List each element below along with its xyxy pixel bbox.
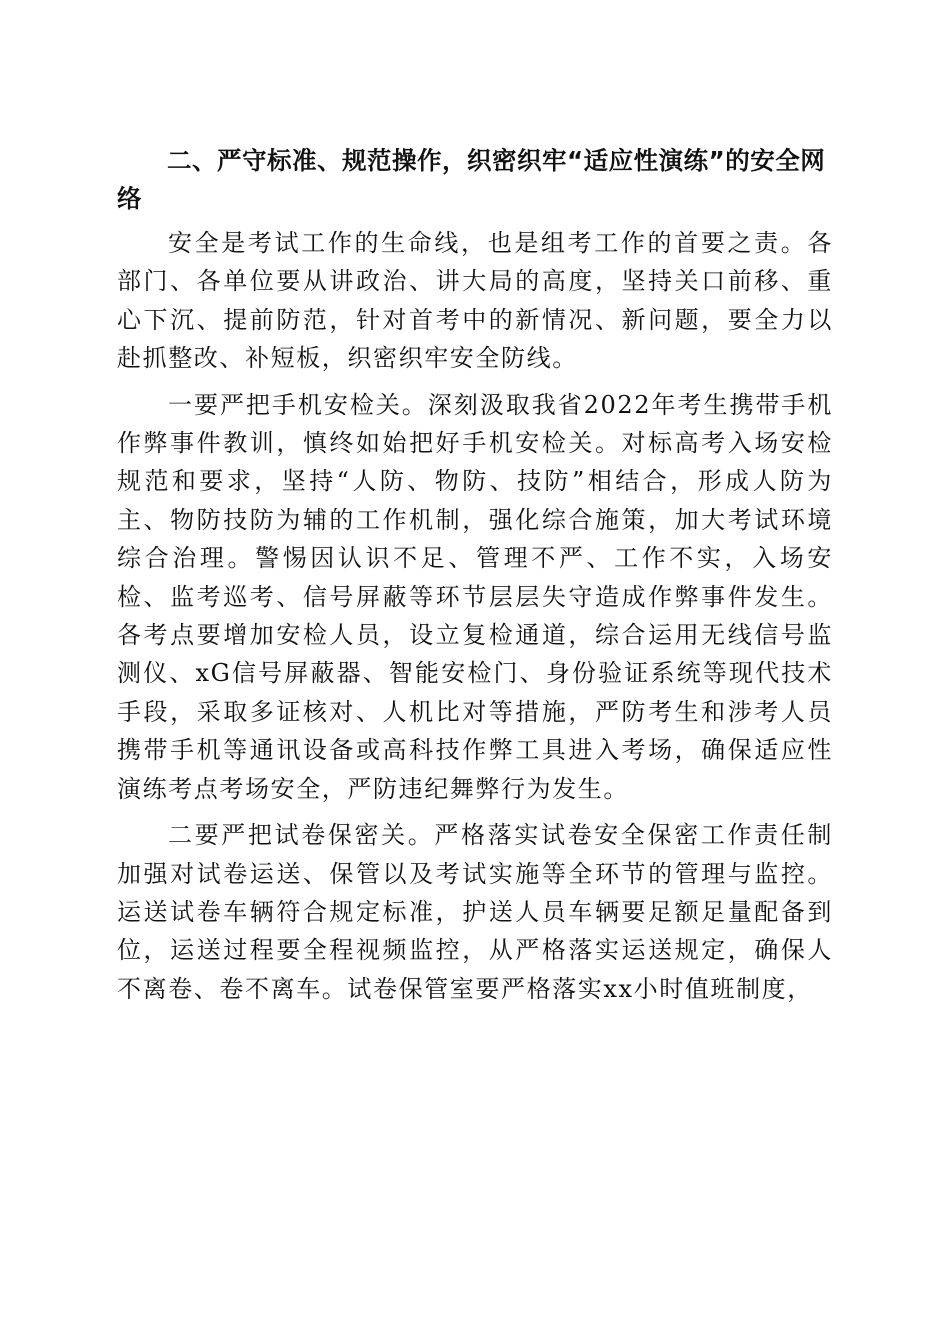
- paragraph-paper-confidentiality: 二要严把试卷保密关。严格落实试卷安全保密工作责任制加强对试卷运送、保管以及考试实施等全环节的管理与监控。运送试卷车辆符合规定标准，护送人员车辆要足额足量配备到位，运送过程要全程视频监控，从严格落实运送规定，确保人不离卷、卷不离车。试卷保管室要严格落实xx小时值班制度，: [117, 821, 833, 1003]
- section-heading: 二、严守标准、规范操作，织密织牢“适应性演练”的安全网络: [117, 146, 826, 213]
- paragraph-phone-security: 一要严把手机安检关。深刻汲取我省2022年考生携带手机作弊事件教训，慎终如始把好手机安检关。对标高考入场安检规范和要求，坚持“人防、物防、技防”相结合，形成人防为主、物防技防为辅的工作机制，强化综合施策，加大考试环境综合治理。警惕因认识不足、管理不严、工作不实，入场安检、监考巡考、信号屏蔽等环节层层失守造成作弊事件发生。各考点要增加安检人员，设立复检通道，综合运用无线信号监测仪、xG信号屏蔽器、智能安检门、身份验证系统等现代技术手段，采取多证核对、人机比对等措施，严防考生和涉考人员携带手机等通讯设备或高科技作弊工具进入考场，确保适应性演练考点考场安全，严防违纪舞弊行为发生。: [117, 390, 833, 803]
- paragraph-safety-intro: 安全是考试工作的生命线，也是组考工作的首要之责。各部门、各单位要从讲政治、讲大局的高度，坚持关口前移、重心下沉、提前防范，针对首考中的新情况、新问题，要全力以赴抓整改、补短板，织密织牢安全防线。: [117, 229, 833, 373]
- document-page: [117, 142, 833, 1016]
